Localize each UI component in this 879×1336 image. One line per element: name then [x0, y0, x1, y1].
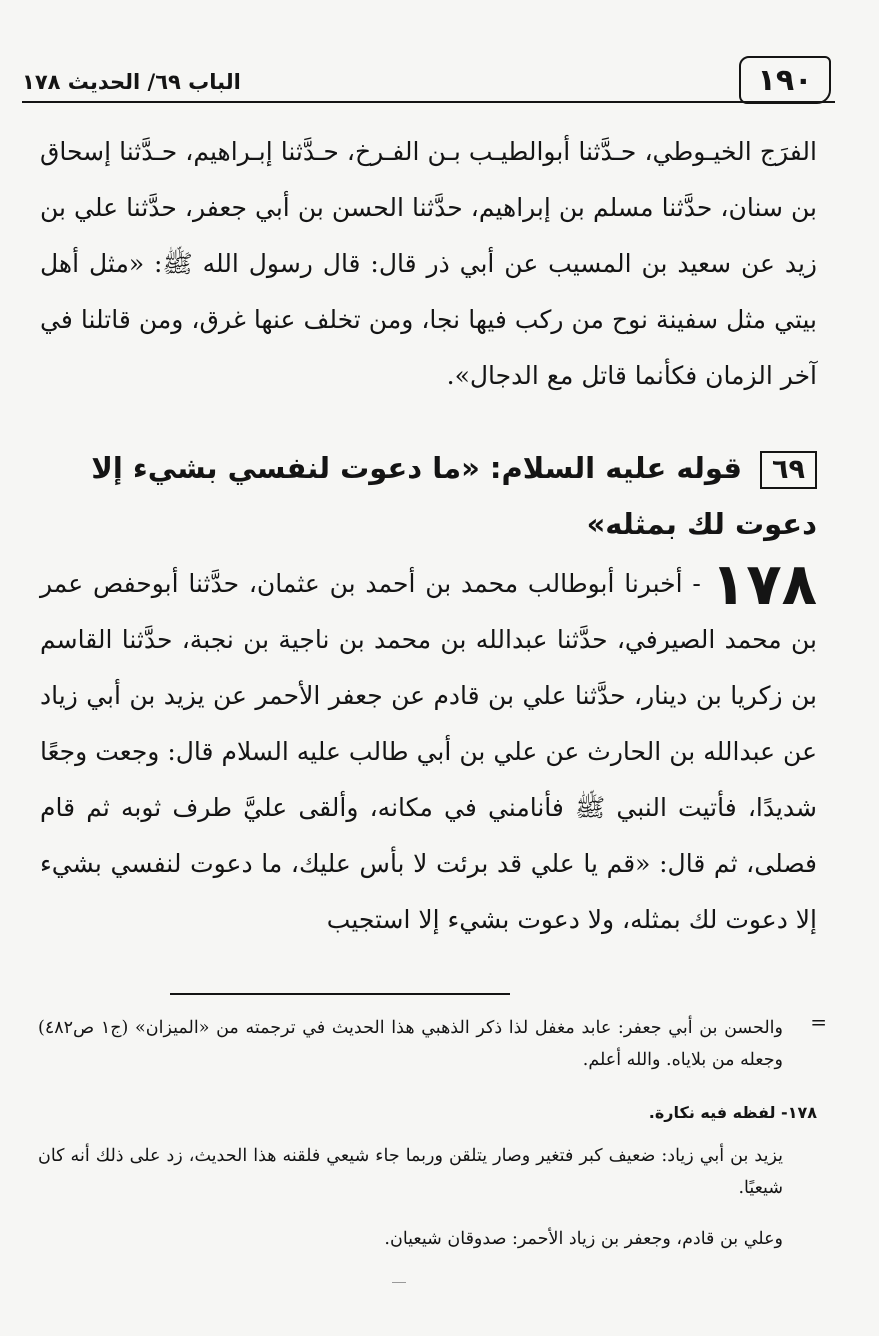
hadith-text: - أخبرنا أبوطالب محمد بن أحمد بن عثمان، حدَّثنا أبوحفص عمر بن محمد الصيرفي، حدَّثنا عبدالله بن محمد بن ناجية بن نجبة، حدَّثنا القاسم بن زكريا بن دينار، حدَّثنا علي بن قادم عن جعفر الأحمر عن يزيد بن أبي زياد عن عبدالله بن الحارث عن علي بن أبي طالب عليه السلام قال: وجعت وجعًا شديدًا، فأتيت النبي ﷺ فأنامني في مكانه، وألقى عليَّ طرف ثوبه ثم قام فصلى، ثم قال: «قم يا علي قد برئت لا بأس عليك، ما دعوت لنفسي بشيء إلا دعوت لك بمثله، ولا دعوت بشيء إلا استجيب	[40, 569, 817, 934]
section-title: قوله عليه السلام: «ما دعوت لنفسي بشيء إلا دعوت لك بمثله»	[91, 451, 817, 541]
paragraph-continuation: الفرَج الخيـوطي، حـدَّثنا أبوالطيـب بـن الفـرخ، حـدَّثنا إبـراهيم، حـدَّثنا إسحاق بن سنان، حدَّثنا مسلم بن إبراهيم، حدَّثنا الحسن بن أبي جعفر، حدَّثنا علي بن زيد عن سعيد بن المسيب عن أبي ذر قال: قال رسول الله ﷺ: «مثل أهل بيتي مثل سفينة نوح من ركب فيها نجا، ومن تخلف عنها غرق، ومن قاتلنا في آخر الزمان فكأنما قاتل مع الدجال».	[40, 137, 817, 390]
hadith-paragraph	[40, 550, 817, 948]
footnote-178: ١٧٨- لفظه فيه نكارة.	[648, 1103, 817, 1122]
footnote-yazid: يزيد بن أبي زياد: ضعيف كبر فتغير وصار يتلقن وربما جاء شيعي فلقنه هذا الحديث، زد على ذلك أنه كان شيعيًا.	[38, 1146, 783, 1198]
running-title: الباب ٦٩/ الحديث ١٧٨	[22, 70, 241, 94]
header-rule	[22, 101, 835, 103]
footnote-ali-jafar: وعلي بن قادم، وجعفر بن زياد الأحمر: صدوقان شيعيان.	[384, 1229, 783, 1249]
section-number: ٦٩	[760, 451, 817, 489]
footnote-continuation-mark: =	[810, 1010, 827, 1034]
footnote-1: والحسن بن أبي جعفر: عابد مغفل لذا ذكر الذهبي هذا الحديث في ترجمته من «الميزان» (ج١ ص٤٨٢) وجعله من بلاياه. والله أعلم.	[38, 1018, 783, 1070]
hadith-number: ١٧٨	[710, 550, 817, 618]
page-number: ١٩٠	[739, 56, 831, 104]
footnote-rule	[170, 993, 510, 995]
scan-mark	[392, 1282, 406, 1283]
section-heading	[40, 440, 817, 552]
